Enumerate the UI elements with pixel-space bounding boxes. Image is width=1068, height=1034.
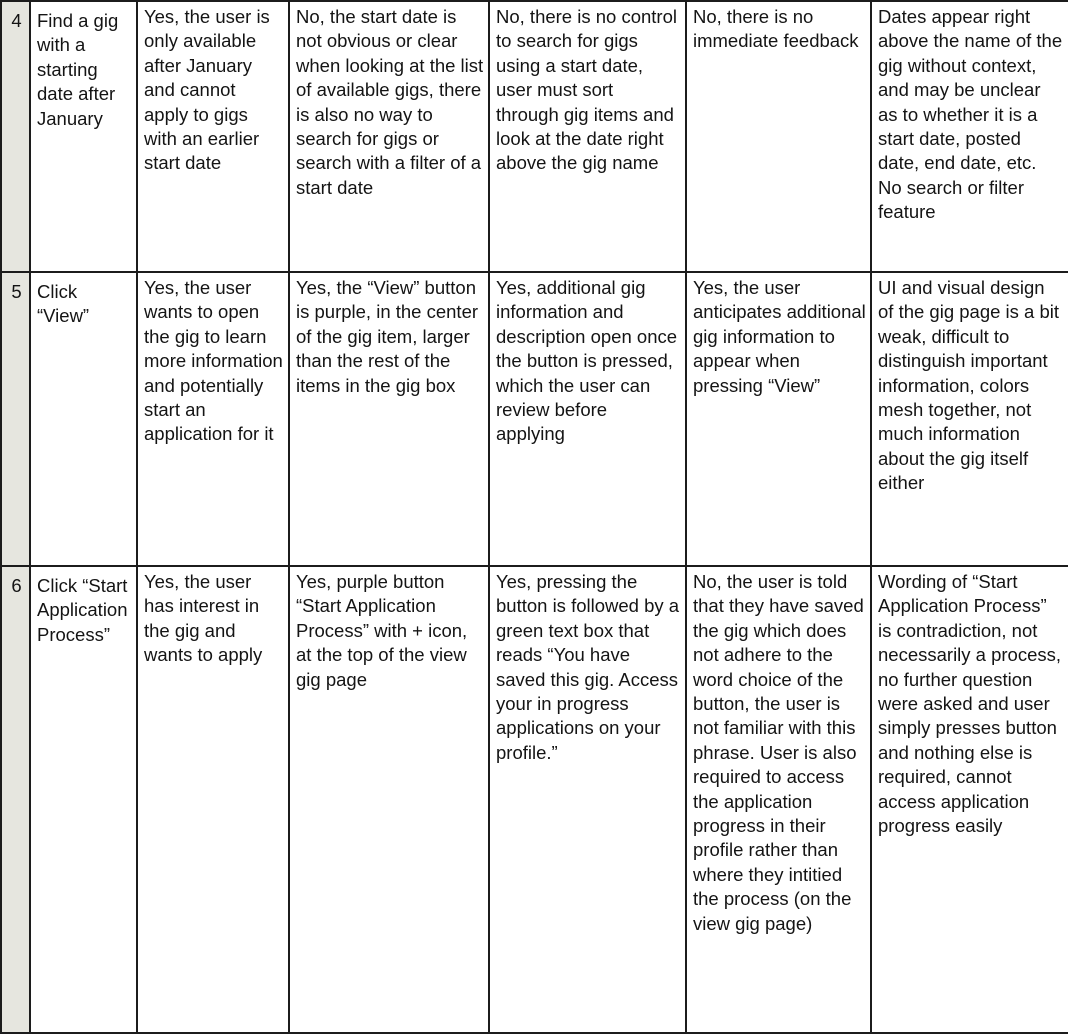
goal-cell: Yes, the user is only available after January and cannot apply to gigs with an earlier start date	[137, 1, 289, 272]
notes-cell: Dates appear right above the name of the gig without context, and may be unclear as to whether it is a start date, posted date, end date, etc. No search or filter feature	[871, 1, 1068, 272]
table-row	[1, 566, 1068, 1033]
visibility-cell: Yes, the “View” button is purple, in the center of the gig item, larger than the rest of the items in the gig box	[289, 272, 489, 566]
table-row	[1, 1, 1068, 272]
connection-cell: Yes, pressing the button is followed by a green text box that reads “You have saved this gig. Access your in progress applications on your profile.”	[489, 566, 686, 1033]
table-row	[1, 272, 1068, 566]
step-number: 5	[1, 272, 30, 566]
visibility-cell: No, the start date is not obvious or clear when looking at the list of available gigs, there is also no way to search for gigs or search with a filter of a start date	[289, 1, 489, 272]
connection-cell: Yes, additional gig information and description open once the button is pressed, which the user can review before applying	[489, 272, 686, 566]
notes-cell: UI and visual design of the gig page is a bit weak, difficult to distinguish important information, colors mesh together, not much information about the gig itself either	[871, 272, 1068, 566]
goal-cell: Yes, the user wants to open the gig to learn more information and potentially start an application for it	[137, 272, 289, 566]
task-cell: Find a gig with a starting date after January	[30, 1, 137, 272]
task-cell: Click “Start Application Process”	[30, 566, 137, 1033]
feedback-cell: No, the user is told that they have saved the gig which does not adhere to the word choice of the button, the user is not familiar with this phrase. User is also required to access the application progress in their profile rather than where they intitied the process (on the view gig page)	[686, 566, 871, 1033]
feedback-cell: Yes, the user anticipates additional gig information to appear when pressing “View”	[686, 272, 871, 566]
visibility-cell: Yes, purple button “Start Application Process” with + icon, at the top of the view gig page	[289, 566, 489, 1033]
step-number: 6	[1, 566, 30, 1033]
goal-cell: Yes, the user has interest in the gig and wants to apply	[137, 566, 289, 1033]
notes-cell: Wording of “Start Application Process” is contradiction, not necessarily a process, no further question were asked and user simply presses button and nothing else is required, cannot access application progress easily	[871, 566, 1068, 1033]
feedback-cell: No, there is no immediate feedback	[686, 1, 871, 272]
connection-cell: No, there is no control to search for gigs using a start date, user must sort through gig items and look at the date right above the gig name	[489, 1, 686, 272]
task-cell: Click “View”	[30, 272, 137, 566]
step-number: 4	[1, 1, 30, 272]
